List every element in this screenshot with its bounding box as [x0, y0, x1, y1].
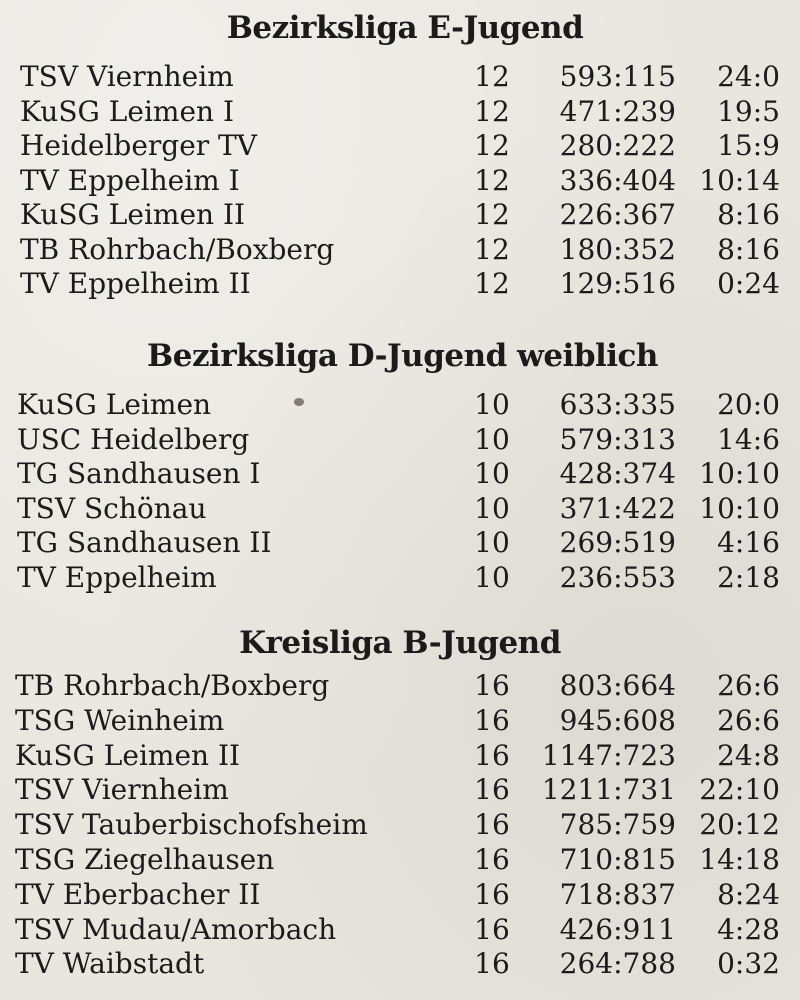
games-played: 12: [474, 94, 510, 128]
team-name: KuSG Leimen I: [20, 94, 235, 128]
table-row: [0, 198, 800, 233]
team-name: TV Eppelheim I: [20, 163, 240, 197]
goal-ratio: 633:335: [559, 388, 676, 421]
games-played: 12: [474, 163, 510, 197]
games-played: 12: [474, 60, 510, 93]
games-played: 10: [474, 560, 510, 594]
goal-ratio: 718:837: [559, 877, 676, 911]
team-name: USC Heidelberg: [17, 422, 250, 456]
goal-ratio: 280:222: [559, 129, 676, 162]
team-name: KuSG Leimen: [17, 388, 212, 421]
games-played: 16: [474, 947, 510, 981]
table-row: [0, 129, 800, 164]
points: 8:24: [717, 877, 780, 911]
team-name: TB Rohrbach/Boxberg: [20, 232, 335, 266]
table-row: [0, 913, 800, 948]
points: 8:16: [717, 198, 780, 231]
section-title: Bezirksliga D-Jugend weiblich: [147, 338, 658, 374]
points: 20:12: [699, 808, 780, 842]
games-played: 10: [474, 491, 510, 525]
table-row: [0, 843, 800, 878]
standings-list: [0, 669, 800, 982]
points: 0:24: [717, 267, 780, 300]
points: 24:0: [717, 60, 780, 93]
points: 24:8: [717, 738, 780, 772]
points: 10:14: [699, 163, 780, 197]
table-row: [0, 947, 800, 982]
team-name: TSV Mudau/Amorbach: [15, 912, 337, 946]
points: 26:6: [717, 703, 780, 737]
goal-ratio: 226:367: [559, 198, 676, 231]
team-name: TSV Schönau: [17, 491, 207, 525]
standings-b-jugend: [0, 625, 800, 982]
points: 14:18: [699, 842, 780, 876]
team-name: TSG Ziegelhausen: [15, 842, 275, 876]
section-title: Bezirksliga E-Jugend: [226, 10, 584, 46]
table-row: [0, 773, 800, 808]
table-row: [0, 423, 800, 458]
table-row: [0, 808, 800, 843]
table-row: [0, 60, 800, 95]
games-played: 16: [474, 842, 510, 876]
standings-list: [0, 388, 800, 595]
goal-ratio: 785:759: [559, 808, 676, 842]
table-row: [0, 561, 800, 596]
team-name: TSV Tauberbischofsheim: [15, 808, 368, 842]
goal-ratio: 336:404: [559, 163, 676, 197]
games-played: 12: [474, 129, 510, 162]
points: 4:16: [717, 526, 780, 559]
standings-list: [0, 60, 800, 302]
team-name: TB Rohrbach/Boxberg: [15, 669, 330, 702]
points: 20:0: [717, 388, 780, 421]
points: 10:10: [699, 457, 780, 490]
table-row: [0, 492, 800, 527]
team-name: KuSG Leimen II: [15, 738, 241, 772]
goal-ratio: 945:608: [559, 703, 676, 737]
points: 4:28: [717, 912, 780, 946]
goal-ratio: 180:352: [559, 232, 676, 266]
goal-ratio: 579:313: [559, 422, 676, 456]
team-name: TV Waibstadt: [15, 947, 205, 981]
team-name: TSV Viernheim: [20, 60, 234, 93]
games-played: 12: [474, 198, 510, 231]
team-name: TG Sandhausen II: [17, 526, 272, 559]
games-played: 16: [474, 669, 510, 702]
games-played: 10: [474, 457, 510, 490]
points: 10:10: [699, 491, 780, 525]
team-name: TV Eberbacher II: [15, 877, 261, 911]
games-played: 16: [474, 912, 510, 946]
goal-ratio: 264:788: [559, 947, 676, 981]
goal-ratio: 710:815: [559, 842, 676, 876]
games-played: 16: [474, 738, 510, 772]
table-row: [0, 739, 800, 774]
team-name: TV Eppelheim II: [20, 267, 251, 300]
ink-blot: [294, 398, 304, 406]
goal-ratio: 371:422: [559, 491, 676, 525]
table-row: [0, 388, 800, 423]
goal-ratio: 428:374: [559, 457, 676, 490]
table-row: [0, 267, 800, 302]
table-row: [0, 526, 800, 561]
standings-e-jugend: [0, 10, 800, 302]
team-name: TSG Weinheim: [15, 703, 225, 737]
standings-d-jugend-weiblich: [0, 338, 800, 595]
table-row: [0, 704, 800, 739]
points: 26:6: [717, 669, 780, 702]
games-played: 16: [474, 808, 510, 842]
points: 22:10: [699, 773, 780, 807]
team-name: TV Eppelheim: [17, 560, 217, 594]
games-played: 16: [474, 703, 510, 737]
points: 8:16: [717, 232, 780, 266]
team-name: KuSG Leimen II: [20, 198, 246, 231]
section-title: Kreisliga B-Jugend: [239, 625, 561, 661]
goal-ratio: 269:519: [559, 526, 676, 559]
table-row: [0, 457, 800, 492]
table-row: [0, 878, 800, 913]
games-played: 12: [474, 267, 510, 300]
table-row: [0, 95, 800, 130]
goal-ratio: 471:239: [559, 94, 676, 128]
table-row: [0, 669, 800, 704]
goal-ratio: 1211:731: [541, 773, 676, 807]
games-played: 10: [474, 388, 510, 421]
games-played: 10: [474, 526, 510, 559]
games-played: 12: [474, 232, 510, 266]
table-row: [0, 164, 800, 199]
points: 19:5: [717, 94, 780, 128]
team-name: TSV Viernheim: [15, 773, 229, 807]
games-played: 10: [474, 422, 510, 456]
goal-ratio: 1147:723: [541, 738, 676, 772]
team-name: Heidelberger TV: [20, 129, 257, 162]
goal-ratio: 803:664: [559, 669, 676, 702]
team-name: TG Sandhausen I: [17, 457, 261, 490]
goal-ratio: 593:115: [559, 60, 676, 93]
games-played: 16: [474, 773, 510, 807]
points: 2:18: [717, 560, 780, 594]
points: 0:32: [717, 947, 780, 981]
points: 15:9: [717, 129, 780, 162]
goal-ratio: 426:911: [559, 912, 676, 946]
games-played: 16: [474, 877, 510, 911]
goal-ratio: 236:553: [559, 560, 676, 594]
points: 14:6: [717, 422, 780, 456]
table-row: [0, 233, 800, 268]
goal-ratio: 129:516: [559, 267, 676, 300]
